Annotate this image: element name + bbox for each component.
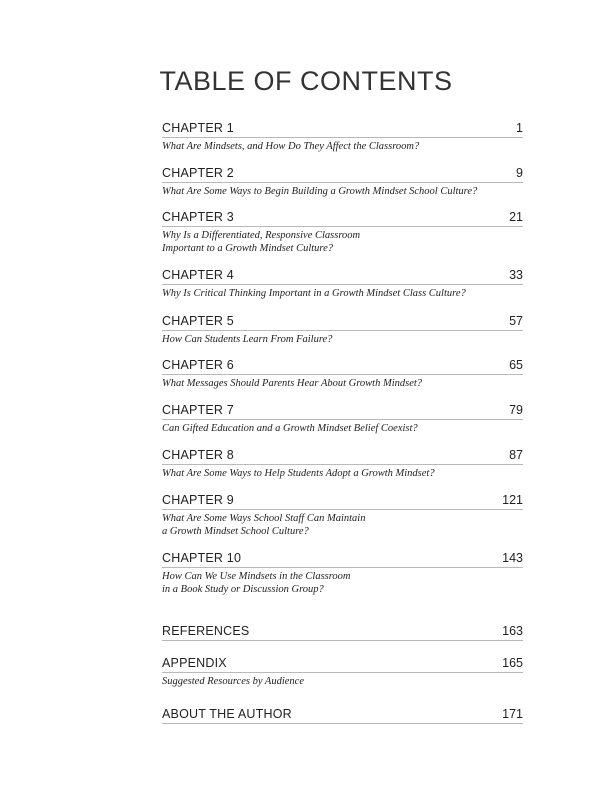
toc-entry-subtitle: What Messages Should Parents Hear About Growth Mindset? bbox=[162, 378, 423, 389]
toc-entry-heading: CHAPTER 10 bbox=[162, 551, 242, 565]
toc-entry-heading: CHAPTER 1 bbox=[162, 121, 234, 135]
toc-entry-chapter-2[interactable] bbox=[162, 166, 523, 199]
toc-entry-heading: CHAPTER 9 bbox=[162, 493, 234, 507]
toc-entry-subtitle: Suggested Resources by Audience bbox=[162, 676, 304, 687]
toc-entry-chapter-7[interactable] bbox=[162, 403, 523, 436]
toc-entry-chapter-9[interactable] bbox=[162, 493, 523, 538]
toc-entry-heading: CHAPTER 8 bbox=[162, 448, 234, 462]
page-title: TABLE OF CONTENTS bbox=[159, 66, 453, 96]
toc-entry-row bbox=[162, 656, 523, 673]
toc-entry-subtitle: What Are Mindsets, and How Do They Affect the Classroom? bbox=[162, 141, 420, 152]
toc-entry-chapter-8[interactable] bbox=[162, 448, 523, 481]
toc-entry-page-number: 87 bbox=[509, 448, 523, 462]
toc-entry-subtitle: How Can We Use Mindsets in the Classroom in a Book Study or Discussion Group? bbox=[162, 571, 351, 595]
toc-entry-row bbox=[162, 121, 523, 138]
toc-entry-page-number: 163 bbox=[502, 624, 523, 638]
toc-entry-chapter-10[interactable] bbox=[162, 551, 523, 596]
toc-entry-subtitle: Can Gifted Education and a Growth Mindset Belief Coexist? bbox=[162, 423, 418, 434]
toc-entry-heading: CHAPTER 3 bbox=[162, 210, 234, 224]
toc-entry-row bbox=[162, 448, 523, 465]
toc-entry-row bbox=[162, 268, 523, 285]
toc-entry-row bbox=[162, 358, 523, 375]
toc-entry-heading: REFERENCES bbox=[162, 624, 250, 638]
toc-entry-subtitle: Why Is a Differentiated, Responsive Classroom Important to a Growth Mindset Culture? bbox=[162, 230, 361, 254]
toc-entry-row bbox=[162, 551, 523, 568]
toc-entry-heading: CHAPTER 5 bbox=[162, 314, 234, 328]
toc-entry-row bbox=[162, 210, 523, 227]
toc-entry-heading: CHAPTER 4 bbox=[162, 268, 234, 282]
toc-entry-page-number: 21 bbox=[509, 210, 523, 224]
toc-entry-about-the-author[interactable] bbox=[162, 707, 523, 724]
toc-entry-chapter-1[interactable] bbox=[162, 121, 523, 154]
toc-entry-heading: CHAPTER 7 bbox=[162, 403, 234, 417]
toc-entry-heading: CHAPTER 6 bbox=[162, 358, 234, 372]
toc-entry-heading: CHAPTER 2 bbox=[162, 166, 234, 180]
toc-entry-row bbox=[162, 314, 523, 331]
toc-entry-page-number: 9 bbox=[516, 166, 523, 180]
toc-entry-row bbox=[162, 166, 523, 183]
toc-entry-chapter-5[interactable] bbox=[162, 314, 523, 347]
toc-entry-row bbox=[162, 707, 523, 724]
toc-entry-page-number: 57 bbox=[509, 314, 523, 328]
toc-entry-chapter-3[interactable] bbox=[162, 210, 523, 255]
toc-entry-subtitle: What Are Some Ways School Staff Can Maintain a Growth Mindset School Culture? bbox=[162, 513, 366, 537]
toc-entry-chapter-6[interactable] bbox=[162, 358, 523, 391]
toc-entry-appendix[interactable] bbox=[162, 656, 523, 689]
toc-entry-page-number: 171 bbox=[502, 707, 523, 721]
toc-entry-page-number: 79 bbox=[509, 403, 523, 417]
toc-entry-row bbox=[162, 493, 523, 510]
toc-entry-subtitle: How Can Students Learn From Failure? bbox=[162, 334, 333, 345]
toc-entry-subtitle: What Are Some Ways to Help Students Adopt a Growth Mindset? bbox=[162, 468, 435, 479]
toc-entry-heading: ABOUT THE AUTHOR bbox=[162, 707, 292, 721]
toc-entry-page-number: 1 bbox=[516, 121, 523, 135]
toc-entry-heading: APPENDIX bbox=[162, 656, 227, 670]
toc-entry-subtitle: What Are Some Ways to Begin Building a Growth Mindset School Culture? bbox=[162, 186, 478, 197]
toc-entry-chapter-4[interactable] bbox=[162, 268, 523, 301]
toc-entry-references[interactable] bbox=[162, 624, 523, 641]
toc-entry-page-number: 33 bbox=[509, 268, 523, 282]
toc-entry-row bbox=[162, 403, 523, 420]
toc-entry-page-number: 121 bbox=[502, 493, 523, 507]
toc-entry-page-number: 65 bbox=[509, 358, 523, 372]
toc-entry-subtitle: Why Is Critical Thinking Important in a Growth Mindset Class Culture? bbox=[162, 288, 466, 299]
toc-entry-page-number: 143 bbox=[502, 551, 523, 565]
toc-entry-page-number: 165 bbox=[502, 656, 523, 670]
toc-entry-row bbox=[162, 624, 523, 641]
